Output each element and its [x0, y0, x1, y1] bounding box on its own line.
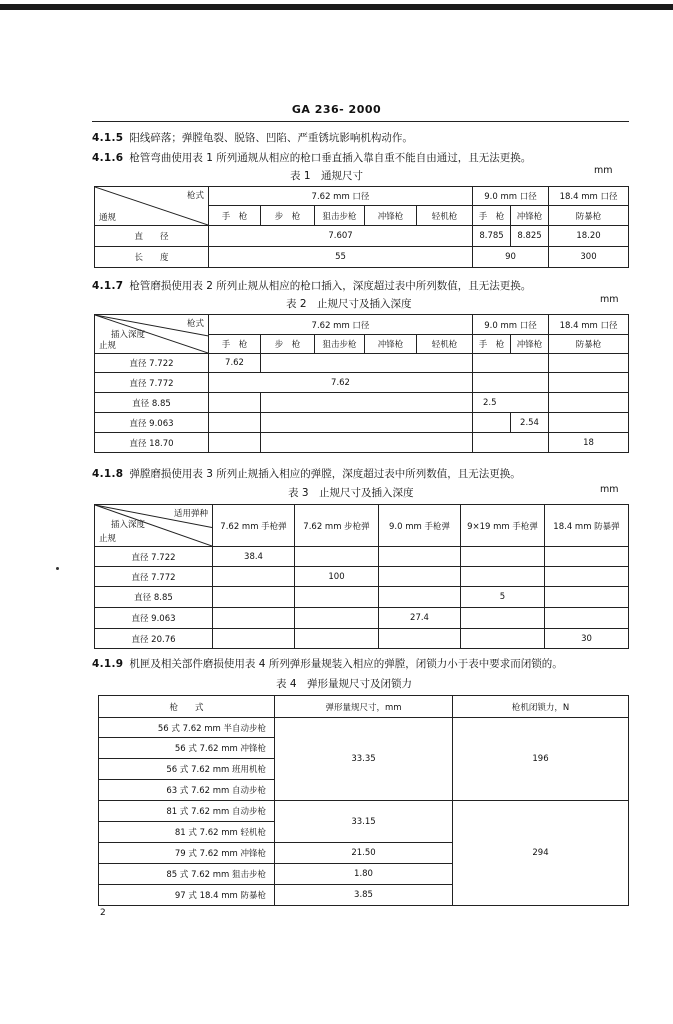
table2-cell [261, 433, 473, 453]
table3-cell [213, 587, 295, 608]
table2-corner [95, 315, 209, 354]
table3-row-label: 直径 7.772 [95, 567, 213, 587]
table3-cell [295, 547, 379, 567]
table3-cell: 30 [545, 629, 629, 649]
table4-size: 3.85 [275, 885, 453, 906]
table2-cell: 2.5 [473, 393, 549, 413]
table1-corner [95, 187, 209, 226]
table2-cell [261, 354, 473, 373]
table3-row-label: 直径 9.063 [95, 608, 213, 629]
table2-col: 冲锋枪 [365, 335, 417, 354]
scan-speck [56, 567, 59, 570]
table2-cell [473, 413, 511, 433]
table3-row-label: 直径 8.85 [95, 587, 213, 608]
table4-header-size: 弹形量规尺寸，mm [275, 696, 453, 718]
table1-col: 冲锋枪 [365, 206, 417, 226]
table4-row-label: 79 式 7.62 mm 冲锋枪 [99, 843, 275, 864]
table3-corner [95, 505, 213, 547]
clause-4-1-5 [92, 130, 413, 145]
table4-caption: 表 4 弹形量规尺寸及闭锁力 [276, 678, 413, 690]
table2-corner-b: 插入深度 [111, 330, 146, 340]
table3-cell [461, 608, 545, 629]
table1-col: 防暴枪 [549, 206, 629, 226]
table3-cell [461, 629, 545, 649]
table3-cell [295, 629, 379, 649]
table3-corner-c: 止规 [99, 534, 117, 544]
table1-cell: 300 [549, 247, 629, 268]
table2-cell [261, 393, 473, 413]
table1-row-label: 直 径 [95, 226, 209, 247]
table2-group-762: 7.62 mm 口径 [209, 315, 473, 335]
table2-col: 狙击步枪 [315, 335, 365, 354]
table3-cell [461, 567, 545, 587]
clause-4-1-8 [92, 466, 521, 481]
table2-group-90: 9.0 mm 口径 [473, 315, 549, 335]
table3-cell [379, 567, 461, 587]
table2-unit: mm [600, 294, 619, 305]
table2-col: 冲锋枪 [511, 335, 549, 354]
table2-col: 防暴枪 [549, 335, 629, 354]
table3-caption: 表 3 止规尺寸及插入深度 [288, 487, 414, 499]
table2-caption: 表 2 止规尺寸及插入深度 [286, 298, 412, 310]
standard-header: GA 236- 2000 [291, 103, 382, 116]
table3-cell [295, 587, 379, 608]
table2-row-label: 直径 7.722 [95, 354, 209, 373]
table2-cell: 7.62 [209, 354, 261, 373]
clause-4-1-7 [92, 278, 531, 293]
table4-row-label: 85 式 7.62 mm 狙击步枪 [99, 864, 275, 885]
table3-row-label: 直径 20.76 [95, 629, 213, 649]
table2 [94, 314, 629, 453]
table3-cell [545, 608, 629, 629]
page-number: 2 [100, 908, 106, 918]
clause-number: 4.1.5 [92, 132, 124, 144]
table2-cell [473, 433, 549, 453]
table3-cell: 27.4 [379, 608, 461, 629]
top-border [0, 4, 673, 10]
table3-corner-b: 插入深度 [111, 520, 146, 530]
table1-col: 狙击步枪 [315, 206, 365, 226]
table2-cell: 7.62 [209, 373, 473, 393]
table1-cell: 8.825 [511, 226, 549, 247]
table1-cell: 18.20 [549, 226, 629, 247]
table2-row-label: 直径 9.063 [95, 413, 209, 433]
table2-cell [549, 413, 629, 433]
table4-force: 196 [453, 718, 629, 801]
table1-caption: 表 1 通规尺寸 [290, 170, 364, 182]
table2-cell [209, 393, 261, 413]
table2-cell [209, 433, 261, 453]
table2-group-184: 18.4 mm 口径 [549, 315, 629, 335]
table3-row-label: 直径 7.722 [95, 547, 213, 567]
table1-unit: mm [594, 165, 613, 176]
table2-col: 步 枪 [261, 335, 315, 354]
table1-group-90: 9.0 mm 口径 [473, 187, 549, 206]
table4-row-label: 81 式 7.62 mm 轻机枪 [99, 822, 275, 843]
clause-text: 阳线碎落；弹膛龟裂、脱铬、凹陷、严重锈坑影响机构动作。 [129, 132, 413, 144]
table2-cell [209, 413, 261, 433]
clause-4-1-6 [92, 150, 531, 165]
table1-row-label: 长 度 [95, 247, 209, 268]
table3-cell [213, 567, 295, 587]
table4-size: 21.50 [275, 843, 453, 864]
table3-corner-a: 适用弹种 [173, 509, 208, 519]
table2-cell [261, 413, 473, 433]
table2-cell [549, 373, 629, 393]
table2-col: 手 枪 [209, 335, 261, 354]
header-rule [92, 121, 629, 122]
table2-cell [549, 393, 629, 413]
table1-cell: 8.785 [473, 226, 511, 247]
clause-4-1-9 [92, 656, 563, 671]
table2-corner-c: 止规 [99, 341, 117, 351]
table2-cell [549, 354, 629, 373]
table3-cell [545, 567, 629, 587]
table1-cell: 90 [473, 247, 549, 268]
table4-row-label: 97 式 18.4 mm 防暴枪 [99, 885, 275, 906]
clause-number: 4.1.9 [92, 658, 124, 670]
table1-col: 步 枪 [261, 206, 315, 226]
table3-cell: 5 [461, 587, 545, 608]
table1-group-184: 18.4 mm 口径 [549, 187, 629, 206]
table2-row-label: 直径 7.772 [95, 373, 209, 393]
table3-cell [545, 587, 629, 608]
table4-row-label: 56 式 7.62 mm 班用机枪 [99, 759, 275, 780]
table3-col: 9×19 mm 手枪弹 [461, 505, 545, 547]
table2-col: 手 枪 [473, 335, 511, 354]
table4-force: 294 [453, 801, 629, 906]
table3-col: 7.62 mm 步枪弹 [295, 505, 379, 547]
table3-cell: 100 [295, 567, 379, 587]
clause-text: 枪管弯曲使用表 1 所列通规从相应的枪口垂直插入靠自重不能自由通过，且无法更换。 [129, 152, 532, 164]
table2-col: 轻机枪 [417, 335, 473, 354]
table3-col: 7.62 mm 手枪弹 [213, 505, 295, 547]
table3-cell [295, 608, 379, 629]
table4-row-label: 81 式 7.62 mm 自动步枪 [99, 801, 275, 822]
table4-header-force: 枪机闭锁力，N [453, 696, 629, 718]
table3-unit: mm [600, 484, 619, 495]
clause-number: 4.1.7 [92, 280, 124, 292]
table2-row-label: 直径 18.70 [95, 433, 209, 453]
clause-number: 4.1.6 [92, 152, 124, 164]
table1-col: 冲锋枪 [511, 206, 549, 226]
table3-col: 18.4 mm 防暴弹 [545, 505, 629, 547]
table3-cell [379, 629, 461, 649]
table4-row-label: 63 式 7.62 mm 自动步枪 [99, 780, 275, 801]
clause-text: 机匣及相关部件磨损使用表 4 所列弹形量规装入相应的弹膛，闭锁力小于表中要求而闭锁的。 [129, 658, 563, 670]
table3-cell [213, 608, 295, 629]
table1-col: 手 枪 [473, 206, 511, 226]
table4-header-type: 枪 式 [99, 696, 275, 718]
table4-size: 33.15 [275, 801, 453, 843]
table3-cell [379, 547, 461, 567]
table3-cell [213, 629, 295, 649]
table4-row-label: 56 式 7.62 mm 冲锋枪 [99, 738, 275, 759]
clause-text: 弹膛磨损使用表 3 所列止规插入相应的弹膛，深度超过表中所列数值，且无法更换。 [129, 468, 521, 480]
table2-cell [473, 354, 549, 373]
table4-row-label: 56 式 7.62 mm 半自动步枪 [99, 718, 275, 738]
table4 [98, 695, 629, 906]
table2-cell [473, 373, 549, 393]
table3 [94, 504, 629, 649]
clause-number: 4.1.8 [92, 468, 124, 480]
table3-col: 9.0 mm 手枪弹 [379, 505, 461, 547]
table3-cell [379, 587, 461, 608]
clause-text: 枪管磨损使用表 2 所列止规从相应的枪口插入，深度超过表中所列数值，且无法更换。 [129, 280, 532, 292]
table2-corner-a: 枪式 [186, 319, 204, 329]
table3-cell [461, 547, 545, 567]
table1-corner-bottom: 通规 [99, 213, 117, 223]
table4-size: 33.35 [275, 718, 453, 801]
table2-cell: 18 [549, 433, 629, 453]
table1-cell: 7.607 [209, 226, 473, 247]
table2-cell: 2.54 [511, 413, 549, 433]
table1-cell: 55 [209, 247, 473, 268]
table1 [94, 186, 629, 268]
table1-group-762: 7.62 mm 口径 [209, 187, 473, 206]
table3-cell: 38.4 [213, 547, 295, 567]
table1-corner-top: 枪式 [186, 191, 204, 201]
table4-size: 1.80 [275, 864, 453, 885]
table1-col: 手 枪 [209, 206, 261, 226]
table1-col: 轻机枪 [417, 206, 473, 226]
table3-cell [545, 547, 629, 567]
table2-row-label: 直径 8.85 [95, 393, 209, 413]
